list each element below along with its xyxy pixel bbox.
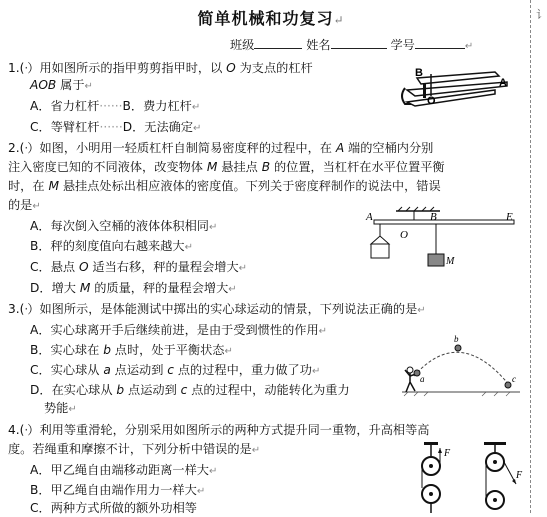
class-blank[interactable] (254, 36, 302, 49)
q2-stem-line2: 注入密度已知的不同液体，改变物体 M 悬挂点 B 的位置，当杠杆在水平位置平衡 (8, 160, 445, 174)
return-mark: ↵ (333, 13, 345, 27)
q4-option-c[interactable]: C．两种方式所做的额外功相等 (30, 501, 197, 515)
scale-label-o: O (400, 229, 408, 241)
q4-answer-blank[interactable]: ） (27, 423, 40, 437)
q1-stem-cont: AOB 属于↵ (30, 78, 93, 92)
q3-option-c[interactable]: C．实心球从 a 点运动到 c 点的过程中，重力做了功↵ (30, 363, 321, 377)
pulley-force-label-2: F (516, 470, 523, 481)
scale-label-b: B (430, 211, 437, 223)
q3-stem: 3.(·）如图所示，是体能测试中掷出的实心球运动的情景，下列说法正确的是↵ (8, 302, 426, 316)
q4-option-a[interactable]: A．甲乙绳自由端移动距离一样大↵ (30, 463, 218, 477)
q2-stem-line3: 时，在 M 悬挂点处标出相应液体的密度值。下列关于密度秤制作的说法中，错误 (8, 179, 441, 193)
scale-label-e: E (506, 211, 513, 223)
q1-option-b[interactable]: B．费力杠杆 (122, 99, 192, 113)
ball-trajectory-figure (402, 330, 524, 398)
q3-option-b[interactable]: B．实心球在 b 点时，处于平衡状态↵ (30, 343, 233, 357)
trajectory-label-c: c (512, 374, 516, 384)
scale-label-a: A (366, 211, 373, 223)
class-label: 班级 (230, 38, 255, 52)
q2-option-d[interactable]: D．增大 M 的质量，秤的量程会增大↵ (30, 281, 237, 295)
q4-stem-line1: 4.(·）利用等重滑轮，分别采用如图所示的两种方式提升同一重物，升高相等高 (8, 423, 430, 437)
pulley-force-label-1: F (444, 448, 451, 459)
name-blank[interactable] (331, 36, 387, 49)
trajectory-label-a: a (420, 374, 425, 384)
name-label: 姓名 (306, 38, 331, 52)
q2-stem-line1: 2.(·）如图，小明用一轻质杠杆自制简易密度秤的过程中，在 A 端的空桶内分别 (8, 141, 434, 155)
page-corner-mark: 讠 (536, 8, 547, 21)
q1-option-a[interactable]: A．省力杠杆 (30, 99, 100, 113)
q4-stem-line2: 度。若绳重和摩擦不计，下列分析中错误的是↵ (8, 442, 261, 456)
density-scale-figure (358, 208, 523, 276)
q2-answer-blank[interactable]: ） (27, 141, 40, 155)
clipper-label-a: A (499, 77, 507, 89)
q2-option-b[interactable]: B．秤的刻度值向右越来越大↵ (30, 239, 194, 253)
number-blank[interactable] (415, 36, 465, 49)
page-margin-line (530, 0, 531, 513)
q2-option-a[interactable]: A．每次倒入空桶的液体体积相同↵ (30, 219, 218, 233)
pulley-figure (404, 442, 528, 513)
nail-clipper-figure (395, 62, 515, 120)
q1-stem: 1.(·）用如图所示的指甲剪剪指甲时，以 O 为支点的杠杆 (8, 61, 313, 75)
clipper-label-b: B (415, 67, 423, 79)
trajectory-label-b: b (454, 334, 459, 344)
q3-answer-blank[interactable]: ） (27, 302, 40, 316)
q2-option-c[interactable]: C．悬点 O 适当右移，秤的量程会增大↵ (30, 260, 248, 274)
q1-options-row1: A．省力杠杆······B．费力杠杆↵ (30, 99, 201, 113)
number-label: 学号 (390, 38, 415, 52)
q3-option-a[interactable]: A．实心球离开手后继续前进，是由于受到惯性的作用↵ (30, 323, 328, 337)
q1-option-c[interactable]: C．等臂杠杆 (30, 120, 100, 134)
q1-answer-blank[interactable]: ） (27, 61, 40, 75)
q1-option-d[interactable]: D．无法确定 (122, 120, 194, 134)
q1-options-row2: C．等臂杠杆······D．无法确定↵ (30, 120, 202, 134)
scale-label-m: M (446, 256, 455, 267)
student-info-line: 班级 姓名 学号 ↵ (230, 38, 474, 52)
q3-option-d-cont: 势能↵ (44, 401, 77, 415)
q3-option-d[interactable]: D．在实心球从 b 点运动到 c 点的过程中，动能转化为重力 (30, 383, 350, 397)
clipper-label-o: O (427, 95, 436, 107)
q2-stem-line4: 的是↵ (8, 198, 41, 212)
q4-option-b[interactable]: B．甲乙绳自由端作用力一样大↵ (30, 483, 206, 497)
worksheet-title: 简单机械和功复习↵ (197, 9, 345, 28)
